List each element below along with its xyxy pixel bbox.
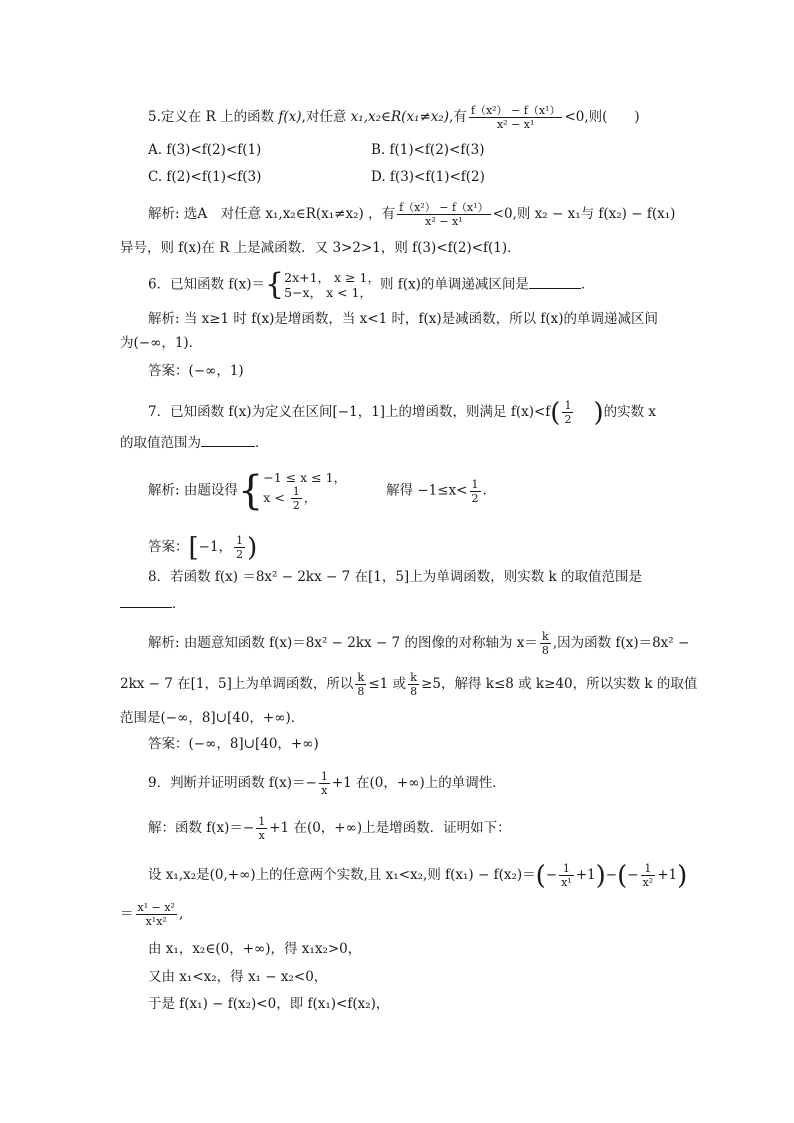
q8-sol-text: ≥5，解得 k≤8 或 k≥40，所以实数 k 的取值 (421, 676, 698, 692)
q5-vars: x₁,x₂∈R(x₁≠x₂) (350, 109, 450, 125)
q8-sol-text: 2kx − 7 在[1，5]上为单调函数，所以 (120, 676, 354, 692)
q8-sol-text: 解析: 由题意知函数 f(x)＝8x² − 2kx − 7 的图像的对称轴为 x＝ (148, 635, 538, 651)
q7-stem-line2 (120, 434, 269, 452)
q7-case2-text: ， (303, 490, 317, 505)
q9-proof-num1: 1 (559, 862, 574, 876)
q7-half-num: 1 (564, 399, 572, 412)
q5-sol-den: x² − x¹ (425, 215, 463, 228)
q7-half-den: 2 (564, 413, 572, 426)
q7-sol-text: 解得 −1≤x< (386, 482, 468, 499)
q8-k-den: 8 (357, 685, 365, 698)
q5-sol-fraction (397, 201, 491, 228)
q9-proof-line3: 由 x₁，x₂∈(0，+∞)，得 x₁x₂>0， (148, 941, 362, 957)
left-paren: ( (617, 860, 628, 891)
q5-text: <0,则( ) (564, 109, 640, 125)
q9-proof-frac1 (559, 862, 574, 889)
q9-proof-den3: x¹x² (145, 915, 167, 928)
q6-text: 则 f(x)的单调递减区间是 (379, 276, 529, 293)
right-paren: ) (247, 532, 258, 563)
q7-sol-frac (470, 478, 481, 505)
q6-stem (148, 267, 595, 302)
q9-proof-line1 (148, 862, 687, 889)
q7-sol-num: 1 (471, 477, 479, 491)
q9-num: 1 (320, 770, 328, 783)
q8-solution-line1 (148, 630, 689, 657)
q7-case1: −1 ≤ x ≤ 1， (263, 470, 347, 485)
q9-proof-text: ＝ (120, 906, 134, 922)
left-brace: { (265, 267, 285, 302)
q7-text: 的取值范围为 (120, 435, 201, 451)
q5-fraction (469, 104, 563, 131)
right-paren: ) (595, 860, 606, 891)
q8-k-num: k (540, 630, 551, 644)
q9-proof-text: 设 x₁,x₂是(0,+∞)上的任意两个实数,且 x₁<x₂,则 f(x₁) − f(x₂)＝ (148, 867, 536, 883)
q6-case2: 5−x， x < 1， (284, 285, 372, 300)
q9-proof-text: − (627, 867, 639, 883)
q6-answer: 答案：(−∞，1) (148, 363, 244, 379)
q9-frac (319, 770, 330, 797)
q9-proof-text: − (605, 867, 618, 883)
q7-case2-text: x < (263, 490, 289, 505)
q9-proof-line5: 于是 f(x₁) − f(x₂)<0，即 f(x₁)<f(x₂)， (148, 996, 390, 1012)
q6-text: ． (580, 276, 595, 293)
q8-k-frac (408, 671, 419, 698)
q6-case1: 2x+1， x ≥ 1， (284, 270, 380, 285)
q9-proof-num2: 1 (641, 862, 656, 876)
q5-option-b: B. f(1)<f(2)<f(3) (371, 142, 485, 158)
q9-proof-den1: x¹ (561, 876, 572, 889)
q9-text: +1 在(0，+∞)上的单调性． (331, 775, 506, 791)
q9-proof-text: , (178, 906, 184, 922)
q6-cases (284, 270, 380, 300)
q6-solution-line1: 解析: 当 x≥1 时 f(x)是增函数，当 x<1 时，f(x)是减函数，所以 f(x)的单调递减区间 (148, 311, 659, 327)
q9-sol-frac (256, 815, 267, 842)
q9-stem (148, 770, 506, 797)
q7-case2-num: 1 (292, 485, 300, 498)
q9-proof-line2 (120, 901, 183, 928)
q8-k-num: k (408, 671, 419, 685)
left-brace: { (237, 468, 264, 514)
q7-answer (148, 534, 257, 561)
q9-proof-frac2 (641, 862, 656, 889)
q5-sol-text: <0,则 x₂ − x₁与 f(x₂) − f(x₁) (492, 206, 676, 222)
q7-answer-text: −1， (198, 539, 233, 555)
q9-proof-text: +1 (657, 867, 678, 883)
q7-answer-num: 1 (236, 534, 244, 547)
q5-text: 5.定义在 R 上的函数 (148, 109, 279, 125)
q8-sol-text: ≤1 或 (368, 676, 407, 692)
q9-sol-text: +1 在(0，+∞)上是增函数．证明如下： (269, 820, 511, 836)
q8-k-frac (540, 630, 551, 657)
q7-case2-den: 2 (292, 499, 300, 512)
q9-sol-den: x (258, 829, 265, 842)
q9-text: 9．判断并证明函数 f(x)＝− (148, 775, 317, 791)
q5-option-a: A. f(3)<f(2)<f(1) (148, 142, 262, 158)
q5-text: ,对任意 (301, 109, 351, 125)
q9-proof-line4: 又由 x₁<x₂，得 x₁ − x₂<0， (148, 969, 328, 985)
q5-frac-num: f（x²） − f（x¹） (470, 104, 561, 117)
q5-sol-text: 解析: 选A 对任意 x₁,x₂∈R(x₁≠x₂) ，有 (148, 206, 396, 222)
q5-solution-line1 (148, 201, 675, 228)
q9-sol-text: 解：函数 f(x)＝− (148, 820, 255, 836)
q9-proof-den2: x² (642, 876, 654, 889)
q7-answer-label: 答案： (148, 539, 189, 555)
right-paren: ) (593, 397, 604, 428)
q8-k-den: 8 (410, 685, 418, 698)
q8-answer-blank[interactable] (120, 607, 172, 608)
q5-option-c: C. f(2)<f(1)<f(3) (148, 169, 262, 185)
q5-sol-num: f（x²） − f（x¹） (399, 201, 489, 214)
q7-stem (148, 399, 656, 426)
q6-solution-line2: 为(−∞，1)． (120, 335, 203, 351)
q7-half (562, 399, 573, 426)
q8-k-num: k (355, 671, 366, 685)
q7-sol-text: 解析: 由题设得 (148, 482, 238, 499)
q9-proof-frac3 (136, 901, 177, 928)
q9-sol-num: 1 (258, 815, 266, 828)
q7-answer-frac (234, 534, 245, 561)
q7-sol-text: . (482, 482, 487, 499)
q8-solution-line2 (120, 671, 697, 698)
q8-answer: 答案：(−∞，8]∪[40，+∞) (148, 736, 319, 752)
q7-text: 7．已知函数 f(x)为定义在区间[−1，1]上的增函数，则满足 f(x)<f (148, 404, 551, 420)
left-paren: ( (550, 397, 561, 428)
q9-solution-intro (148, 815, 511, 842)
q8-solution-line3: 范围是(−∞，8]∪[40，+∞)． (120, 710, 305, 726)
q6-answer-blank[interactable] (529, 288, 581, 289)
q7-solution (148, 470, 487, 512)
q5-fx: f(x) (278, 109, 302, 125)
q7-case2-frac (291, 485, 302, 512)
q7-answer-blank[interactable] (201, 446, 255, 447)
q9-den: x (321, 784, 328, 797)
q9-proof-num3: x¹ − x² (137, 901, 175, 914)
q7-answer-den: 2 (236, 548, 244, 561)
q5-text: ,有 (449, 109, 467, 125)
q5-stem (148, 104, 640, 131)
q8-stem-line2 (120, 595, 186, 613)
q7-case2 (263, 485, 346, 512)
q5-solution-line2: 异号，则 f(x)在 R 上是减函数．又 3>2>1，则 f(3)<f(2)<f(1)． (120, 240, 521, 256)
q9-proof-text: − (545, 867, 558, 883)
q7-text: 的实数 x (603, 404, 657, 420)
q5-option-d: D. f(3)<f(1)<f(2) (371, 169, 485, 185)
left-bracket: [ (188, 532, 199, 563)
q7-text: ． (255, 435, 269, 451)
q7-sol-den: 2 (471, 491, 479, 505)
q9-proof-text: +1 (575, 867, 596, 883)
q8-sol-text: ,因为函数 f(x)＝8x² − (552, 635, 690, 651)
left-paren: ( (535, 860, 546, 891)
q8-k-frac (355, 671, 366, 698)
q8-k-den: 8 (541, 644, 549, 657)
q8-text: ． (172, 596, 186, 612)
q5-frac-den: x² − x¹ (496, 118, 535, 131)
q6-text: 6．已知函数 f(x)＝ (148, 276, 266, 293)
q8-stem: 8．若函数 f(x) ＝8x² − 2kx − 7 在[1，5]上为单调函数，则实数 k 的取值范围是 (148, 569, 642, 585)
right-paren: ) (677, 860, 688, 891)
q7-cases (263, 470, 346, 512)
